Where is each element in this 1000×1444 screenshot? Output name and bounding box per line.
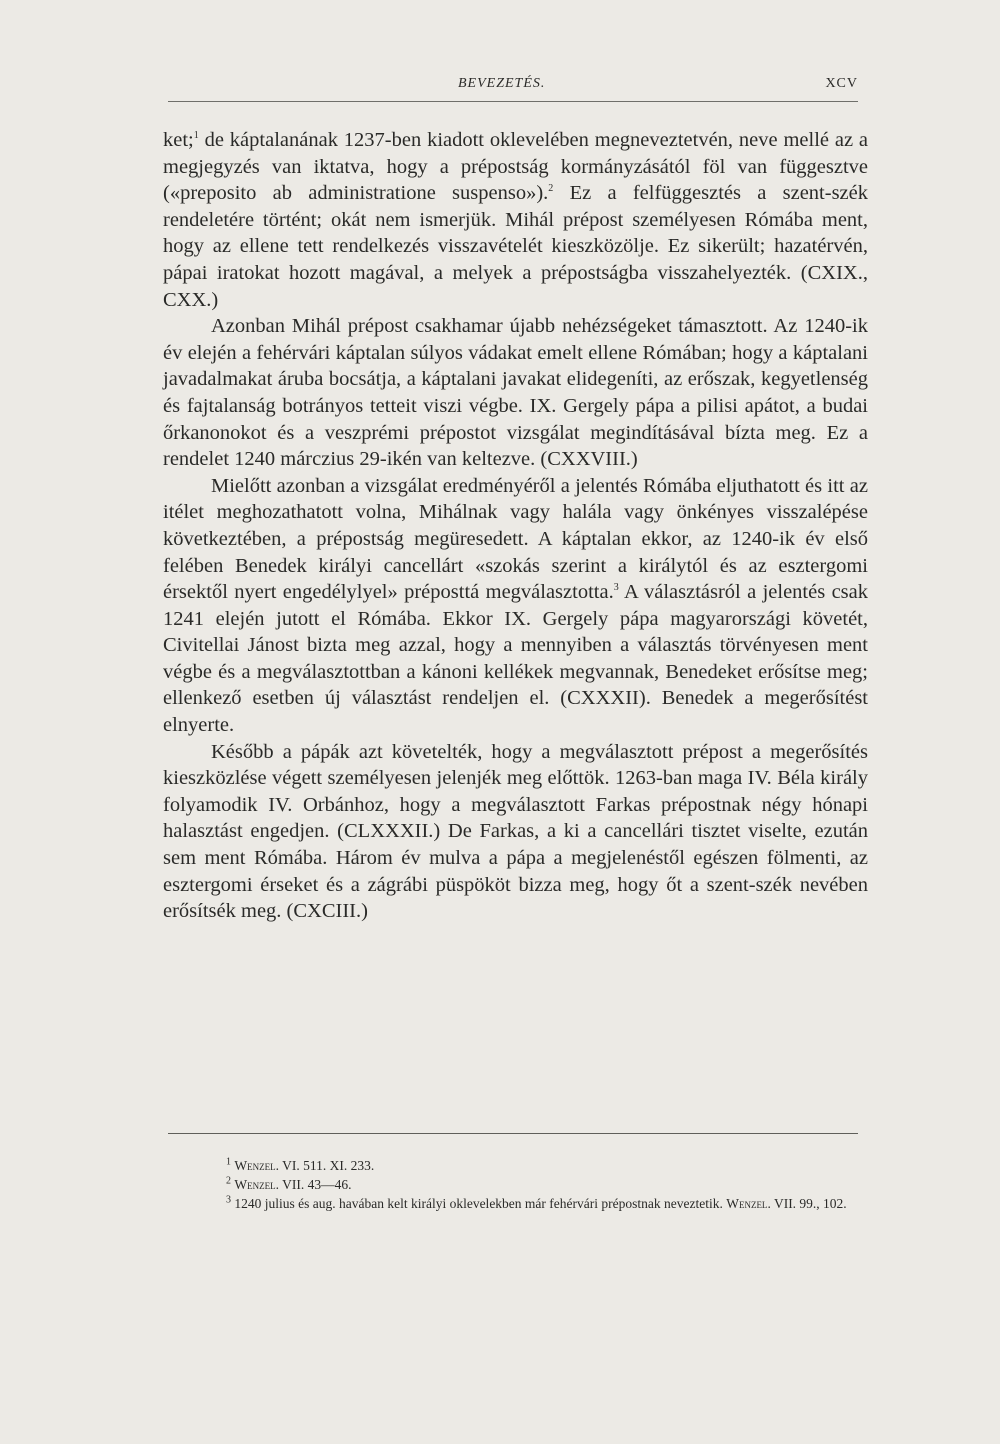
footnote-reference: 3 — [613, 582, 619, 594]
body-text — [163, 127, 868, 925]
footnote-reference: 1 — [193, 130, 199, 142]
text-segment: ket; — [163, 129, 194, 151]
text-segment: A választásról a jelentés csak 1241 elején jutott el Rómába. Ekkor IX. Gergely pápa magyarországi követét, Civitellai Jánost bizta meg azzal, hogy a mennyiben a választás törvényesen ment végbe és a megválasztottban a kánoni kellékek megvannak, Benedeket erősítse meg; ellenkező esetben új választást rendeljen el. (CXXXII). Benedek a megerősítést elnyerte. — [163, 581, 868, 737]
text-segment: . VI. 511. XI. 233. — [275, 1158, 375, 1173]
footnote — [168, 1175, 870, 1194]
text-segment: Mielőtt azonban a vizsgálat eredményéről a jelentés Rómába eljuthatott és itt az itélet meghozathatott volna, Mihálnak vagy halála vagy önkényes visszalépése következtében, a prépostság megüresedett. A káptalan ekkor, az 1240-ik év első felében Benedek királyi cancellárt «szokás szerint a királytól és az esztergomi érsektől nyert engedélylyel» préposttá megválasztotta. — [163, 474, 868, 604]
footnote — [168, 1194, 870, 1213]
small-caps-text: Wenzel — [234, 1158, 276, 1173]
footnote-reference: 2 — [548, 183, 554, 195]
paragraph — [163, 313, 868, 473]
text-segment: Ez a felfüggesztés a szent-szék rendeletére történt; okát nem ismerjük. Mihál prépost személyesen Rómába ment, hogy az ellene tett rendelkezés visszavételét kieszközölje. Ez sikerült; hazatérvén, pápai iratokat hozott magával, a melyek a prépostságba visszahelyezték. (CXIX., CXX.) — [163, 182, 868, 311]
footnote — [168, 1156, 870, 1175]
header-rule — [168, 101, 858, 102]
text-segment: de káptalanának 1237-ben kiadott oklevelében megneveztetvén, neve mellé az a megjegyzés van iktatva, hogy a prépostság kormányzásától föl van függesztve («preposito ab administratione suspenso»). — [163, 129, 868, 205]
text-segment: Azonban Mihál prépost csakhamar újabb nehézségeket támasztott. Az 1240-ik év elején a fehérvári káptalan súlyos vádakat emelt ellene Rómában; hogy a káptalani javadalmakat áruba bocsátja, a káptalani javakat elidegeníti, az erőszak, kegyetlenség és fajtalanság botrányos tetteit viszi végbe. IX. Gergely pápa a pilisi apátot, a budai őrkanonokot és a veszprémi prépostot vizsgálat megindításával bízta meg. Ez a rendelet 1240 márczius 29-ikén van keltezve. (CXXVIII.) — [163, 315, 868, 471]
paragraph — [163, 127, 868, 313]
footnote-marker: 2 — [226, 1175, 231, 1187]
footnotes — [168, 1156, 870, 1213]
paragraph — [163, 739, 868, 925]
paragraph — [163, 473, 868, 739]
footnote-marker: 3 — [226, 1194, 231, 1206]
running-head — [168, 76, 858, 98]
text-segment: . VII. 99., 102. — [767, 1196, 847, 1211]
running-title: BEVEZETÉS. — [458, 76, 546, 91]
small-caps-text: Wenzel — [726, 1196, 768, 1211]
text-segment: Később a pápák azt követelték, hogy a megválasztott prépost a megerősítés kieszközlése végett személyesen jelenjék meg előttök. 1263-ban maga IV. Béla király folyamodik IV. Orbánhoz, hogy a megválasztott Farkas prépostnak négy hónapi halasztást engedjen. (CLXXXII.) De Farkas, a ki a cancellári tisztet viselte, ezután sem ment Rómába. Három év mulva a pápa a megjelenéstől egészen fölmenti, az esztergomi érseket és a zágrábi püspököt bizza meg, hogy őt a szent-szék nevében erősítsék meg. (CXCIII.) — [163, 740, 868, 923]
small-caps-text: Wenzel — [234, 1177, 276, 1192]
page-number: XCV — [825, 76, 858, 91]
text-segment: 1240 julius és aug. havában kelt királyi oklevelekben már fehérvári prépostnak neveztetik. — [234, 1196, 727, 1211]
text-segment: . VII. 43—46. — [275, 1177, 352, 1192]
footnote-marker: 1 — [226, 1156, 231, 1168]
footnote-rule — [168, 1133, 858, 1134]
